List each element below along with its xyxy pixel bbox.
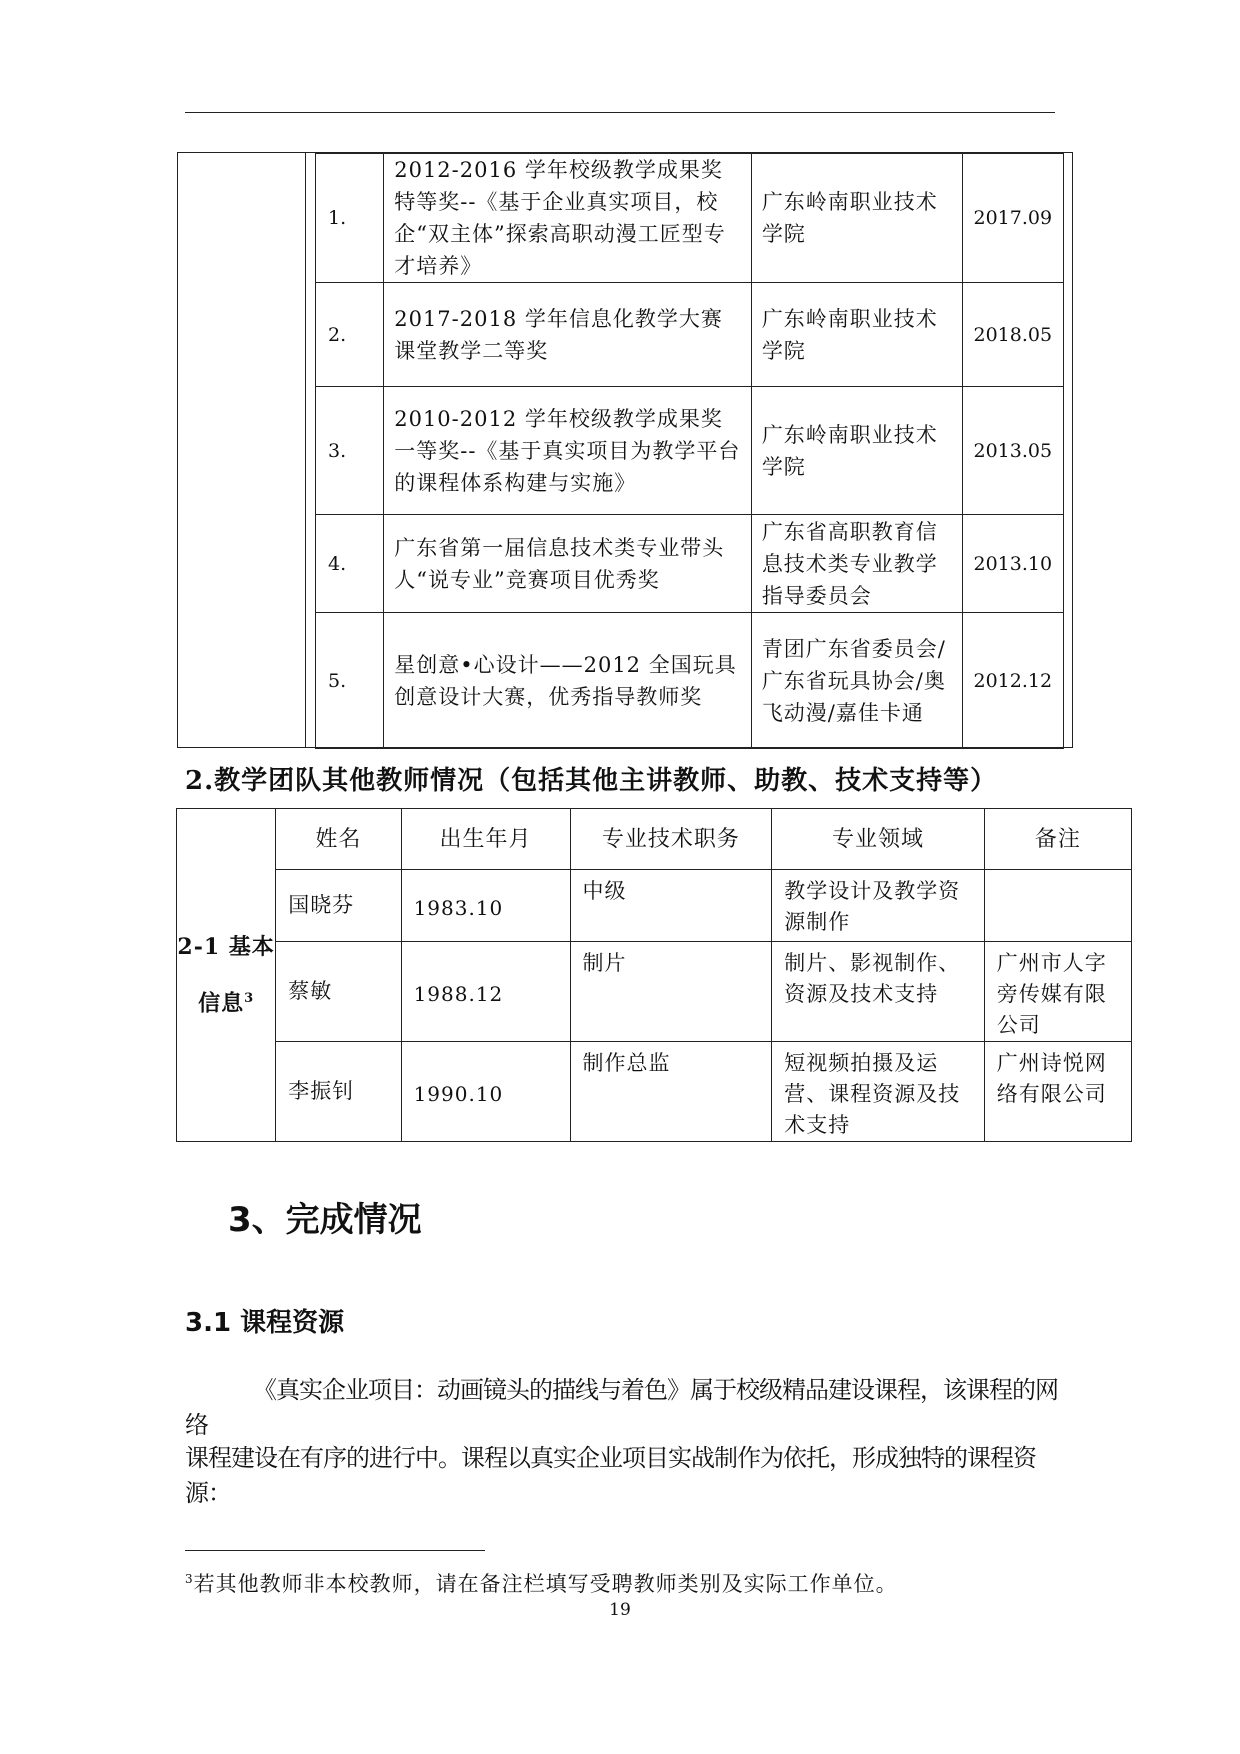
teacher-note: 广州诗悦网络有限公司 <box>984 1042 1131 1142</box>
footnote-mark: 3 <box>185 1572 194 1586</box>
award-desc: 2017-2018 学年信息化教学大赛课堂教学二等奖 <box>384 283 752 387</box>
teacher-name: 李振钊 <box>276 1042 401 1142</box>
team-heading: 2.教学团队其他教师情况（包括其他主讲教师、助教、技术支持等） <box>185 766 998 796</box>
footnote <box>185 1568 898 1598</box>
table-row <box>177 1042 1132 1142</box>
award-num: 5. <box>316 613 384 749</box>
award-desc: 星创意•心设计——2012 全国玩具创意设计大赛，优秀指导教师奖 <box>384 613 752 749</box>
team-group-cell <box>177 809 276 1142</box>
footnote-rule <box>185 1550 485 1551</box>
awards-table <box>315 153 1064 749</box>
award-num: 2. <box>316 283 384 387</box>
section-3-title: 3、完成情况 <box>228 1200 422 1240</box>
table-row <box>316 283 1064 387</box>
award-num: 1. <box>316 154 384 283</box>
awards-left-column <box>178 153 306 747</box>
table-row <box>177 870 1132 942</box>
award-date: 2018.05 <box>962 283 1063 387</box>
award-date: 2017.09 <box>962 154 1063 283</box>
award-desc: 广东省第一届信息技术类专业带头人“说专业”竞赛项目优秀奖 <box>384 515 752 613</box>
award-org: 青团广东省委员会/广东省玩具协会/奥飞动漫/嘉佳卡通 <box>751 613 962 749</box>
award-desc: 2010-2012 学年校级教学成果奖一等奖--《基于真实项目为教学平台的课程体系构建与实施》 <box>384 387 752 515</box>
award-num: 4. <box>316 515 384 613</box>
teacher-birth: 1990.10 <box>401 1042 570 1142</box>
section-3-1-title: 3.1 课程资源 <box>185 1308 345 1338</box>
table-header-row <box>177 809 1132 870</box>
table-row <box>177 942 1132 1042</box>
teacher-title: 制作总监 <box>570 1042 772 1142</box>
award-org: 广东岭南职业技术学院 <box>751 154 962 283</box>
teacher-note <box>984 870 1131 942</box>
header-note: 备注 <box>984 809 1131 870</box>
teacher-name: 国晓芬 <box>276 870 401 942</box>
table-row <box>316 387 1064 515</box>
award-date: 2013.10 <box>962 515 1063 613</box>
award-org: 广东岭南职业技术学院 <box>751 387 962 515</box>
teacher-note: 广州市人字旁传媒有限公司 <box>984 942 1131 1042</box>
team-group-label: 2-1 基本信息 <box>177 933 275 1017</box>
award-num: 3. <box>316 387 384 515</box>
teacher-field: 短视频拍摄及运营、课程资源及技术支持 <box>772 1042 985 1142</box>
award-date: 2013.05 <box>962 387 1063 515</box>
teacher-birth: 1988.12 <box>401 942 570 1042</box>
teacher-name: 蔡敏 <box>276 942 401 1042</box>
award-org: 广东省高职教育信息技术类专业教学指导委员会 <box>751 515 962 613</box>
teacher-field: 教学设计及教学资源制作 <box>772 870 985 942</box>
header-field: 专业领域 <box>772 809 985 870</box>
team-table <box>176 808 1132 1142</box>
header-name: 姓名 <box>276 809 401 870</box>
teacher-title: 制片 <box>570 942 772 1042</box>
table-row <box>316 154 1064 283</box>
awards-right-edge <box>1072 153 1073 747</box>
footnote-ref: 3 <box>244 990 255 1006</box>
footnote-text: 若其他教师非本校教师，请在备注栏填写受聘教师类别及实际工作单位。 <box>193 1572 898 1596</box>
page-number: 19 <box>609 1600 631 1620</box>
header-birth: 出生年月 <box>401 809 570 870</box>
table-row <box>316 613 1064 749</box>
teacher-title: 中级 <box>570 870 772 942</box>
teacher-birth: 1983.10 <box>401 870 570 942</box>
awards-table-frame <box>177 152 1073 748</box>
paragraph-2: 课程建设在有序的进行中。课程以真实企业项目实战制作为依托，形成独特的课程资源： <box>185 1444 1036 1507</box>
award-date: 2012.12 <box>962 613 1063 749</box>
paragraph-1: 《真实企业项目：动画镜头的描线与着色》属于校级精品建设课程，该课程的网络 <box>185 1376 1058 1439</box>
award-desc: 2012-2016 学年校级教学成果奖特等奖--《基于企业真实项目，校企“双主体”探索高职动漫工匠型专才培养》 <box>384 154 752 283</box>
award-org: 广东岭南职业技术学院 <box>751 283 962 387</box>
header-title: 专业技术职务 <box>570 809 772 870</box>
teacher-field: 制片、影视制作、资源及技术支持 <box>772 942 985 1042</box>
header-rule <box>185 112 1055 113</box>
table-row <box>316 515 1064 613</box>
